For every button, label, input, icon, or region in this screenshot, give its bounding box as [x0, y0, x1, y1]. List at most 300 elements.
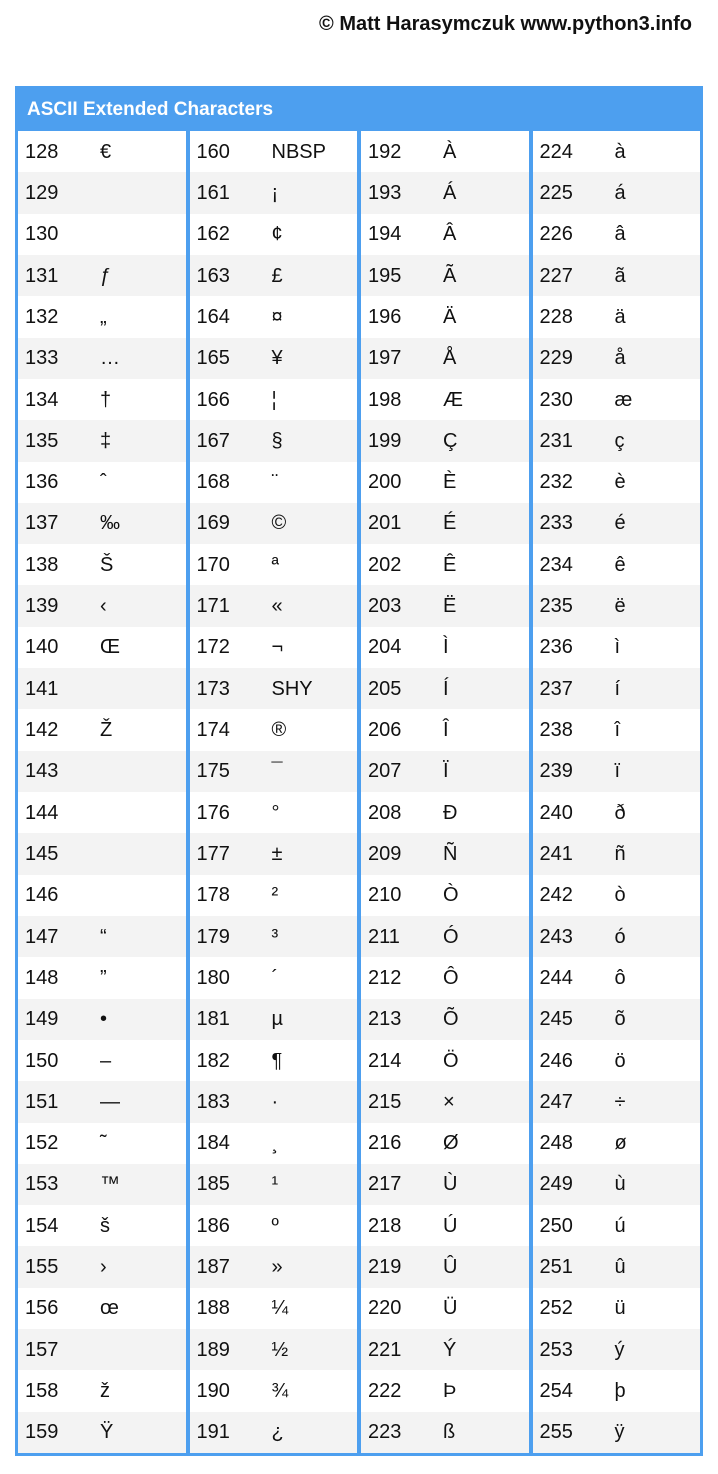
char-glyph: ³	[271, 925, 279, 948]
table-row	[361, 668, 529, 709]
char-code: 167	[196, 429, 230, 452]
char-glyph: ö	[614, 1049, 626, 1072]
char-glyph: £	[271, 264, 283, 287]
char-glyph: Þ	[443, 1380, 457, 1403]
table-row	[18, 792, 186, 833]
table-row	[533, 131, 701, 172]
char-code: 215	[368, 1090, 402, 1113]
char-glyph: ‡	[100, 429, 112, 452]
char-glyph: ÷	[614, 1090, 626, 1113]
table-row	[533, 1412, 701, 1453]
char-code: 171	[196, 595, 230, 618]
char-glyph: §	[271, 429, 283, 452]
char-glyph: º	[271, 1214, 279, 1237]
table-row	[18, 1205, 186, 1246]
char-code: 187	[196, 1256, 230, 1279]
char-code: 175	[196, 760, 230, 783]
char-glyph: Ô	[443, 966, 459, 989]
char-glyph: …	[100, 347, 120, 370]
char-code: 158	[25, 1380, 59, 1403]
table-row	[361, 1081, 529, 1122]
table-row	[18, 1370, 186, 1411]
char-code: 172	[196, 636, 230, 659]
char-code: 244	[539, 966, 573, 989]
table-row	[18, 1040, 186, 1081]
char-code: 253	[539, 1338, 573, 1361]
char-glyph: ²	[271, 884, 279, 907]
table-row	[190, 709, 358, 750]
table-row	[361, 751, 529, 792]
char-code: 226	[539, 223, 573, 246]
table-row	[190, 1123, 358, 1164]
table-column	[533, 131, 701, 1453]
table-row	[533, 1288, 701, 1329]
char-glyph: ¯	[271, 760, 283, 783]
table-row	[18, 875, 186, 916]
table-row	[18, 1412, 186, 1453]
char-code: 209	[368, 842, 402, 865]
char-code: 254	[539, 1380, 573, 1403]
char-glyph: ô	[614, 966, 626, 989]
table-row	[361, 214, 529, 255]
table-row	[18, 1329, 186, 1370]
char-glyph: ”	[100, 966, 107, 989]
table-row	[361, 916, 529, 957]
table-row	[361, 255, 529, 296]
char-code: 135	[25, 429, 59, 452]
table-row	[533, 585, 701, 626]
table-row	[361, 1246, 529, 1287]
char-glyph: ±	[271, 842, 283, 865]
char-glyph: †	[100, 388, 112, 411]
table-row	[533, 1205, 701, 1246]
table-row	[190, 296, 358, 337]
char-glyph: ¤	[271, 305, 283, 328]
char-code: 218	[368, 1214, 402, 1237]
char-code: 139	[25, 595, 59, 618]
table-row	[361, 420, 529, 461]
char-glyph: ¨	[271, 471, 279, 494]
table-row	[361, 1412, 529, 1453]
char-glyph: û	[614, 1256, 626, 1279]
char-code: 161	[196, 181, 230, 204]
char-glyph: Ý	[443, 1338, 457, 1361]
char-glyph: ì	[614, 636, 621, 659]
char-code: 238	[539, 719, 573, 742]
table-row	[190, 916, 358, 957]
char-code: 156	[25, 1297, 59, 1320]
char-glyph: ¡	[271, 181, 279, 204]
char-code: 249	[539, 1173, 573, 1196]
char-code: 132	[25, 305, 59, 328]
char-glyph: •	[100, 1008, 108, 1031]
char-glyph: €	[100, 140, 112, 163]
table-row	[18, 255, 186, 296]
char-glyph: NBSP	[271, 140, 326, 163]
char-code: 197	[368, 347, 402, 370]
char-glyph: Ö	[443, 1049, 459, 1072]
char-glyph: í	[614, 677, 621, 700]
char-glyph: É	[443, 512, 457, 535]
char-glyph: î	[614, 719, 621, 742]
table-row	[190, 875, 358, 916]
table-row	[533, 999, 701, 1040]
char-code: 189	[196, 1338, 230, 1361]
table-row	[361, 1205, 529, 1246]
char-glyph: å	[614, 347, 626, 370]
char-code: 130	[25, 223, 59, 246]
char-glyph: â	[614, 223, 626, 246]
char-code: 148	[25, 966, 59, 989]
table-row	[361, 627, 529, 668]
char-glyph: ™	[100, 1173, 120, 1196]
char-code: 255	[539, 1421, 573, 1444]
table-row	[190, 379, 358, 420]
char-code: 234	[539, 553, 573, 576]
table-row	[361, 544, 529, 585]
char-glyph: ð	[614, 801, 626, 824]
char-code: 225	[539, 181, 573, 204]
table-row	[190, 1246, 358, 1287]
table-row	[361, 296, 529, 337]
char-glyph: œ	[100, 1297, 119, 1320]
char-code: 239	[539, 760, 573, 783]
char-glyph: “	[100, 925, 107, 948]
char-glyph: ‰	[100, 512, 120, 535]
char-glyph: è	[614, 471, 626, 494]
char-glyph: Õ	[443, 1008, 459, 1031]
char-code: 207	[368, 760, 402, 783]
char-code: 202	[368, 553, 402, 576]
char-code: 170	[196, 553, 230, 576]
char-glyph: ´	[271, 966, 279, 989]
char-code: 176	[196, 801, 230, 824]
table-row	[361, 1288, 529, 1329]
table-row	[533, 544, 701, 585]
char-code: 185	[196, 1173, 230, 1196]
char-code: 145	[25, 842, 59, 865]
char-glyph: –	[100, 1049, 112, 1072]
char-code: 222	[368, 1380, 402, 1403]
char-glyph: «	[271, 595, 283, 618]
table-row	[533, 1081, 701, 1122]
char-code: 153	[25, 1173, 59, 1196]
table-row	[361, 379, 529, 420]
char-code: 240	[539, 801, 573, 824]
char-code: 236	[539, 636, 573, 659]
table-title: ASCII Extended Characters	[27, 99, 274, 120]
char-glyph: —	[100, 1090, 120, 1113]
char-glyph: ×	[443, 1090, 455, 1113]
copyright-text: © Matt Harasymczuk www.python3.info	[319, 13, 692, 35]
char-code: 242	[539, 884, 573, 907]
table-row	[190, 792, 358, 833]
char-code: 136	[25, 471, 59, 494]
char-glyph: ©	[271, 512, 287, 535]
table-row	[18, 668, 186, 709]
table-row	[18, 833, 186, 874]
table-row	[18, 1246, 186, 1287]
char-code: 141	[25, 677, 59, 700]
char-glyph: ã	[614, 264, 626, 287]
char-code: 183	[196, 1090, 230, 1113]
char-code: 166	[196, 388, 230, 411]
char-glyph: ½	[271, 1338, 289, 1361]
table-column	[190, 131, 358, 1453]
char-glyph: Ó	[443, 925, 459, 948]
table-row	[18, 585, 186, 626]
char-glyph: ¶	[271, 1049, 283, 1072]
char-code: 179	[196, 925, 230, 948]
char-code: 195	[368, 264, 402, 287]
char-code: 177	[196, 842, 230, 865]
char-code: 233	[539, 512, 573, 535]
char-code: 231	[539, 429, 573, 452]
char-code: 186	[196, 1214, 230, 1237]
char-glyph: ß	[443, 1421, 456, 1444]
char-code: 196	[368, 305, 402, 328]
char-code: 199	[368, 429, 402, 452]
table-row	[18, 1123, 186, 1164]
char-code: 163	[196, 264, 230, 287]
table-row	[190, 1412, 358, 1453]
char-glyph: ‹	[100, 595, 107, 618]
char-code: 173	[196, 677, 230, 700]
char-glyph: ¢	[271, 223, 283, 246]
char-glyph: ë	[614, 595, 626, 618]
char-code: 146	[25, 884, 59, 907]
table-row	[190, 214, 358, 255]
table-row	[361, 503, 529, 544]
char-glyph: ¬	[271, 636, 284, 659]
char-code: 204	[368, 636, 402, 659]
char-glyph: Š	[100, 553, 114, 576]
table-row	[361, 792, 529, 833]
char-glyph: ÿ	[614, 1421, 625, 1444]
char-code: 131	[25, 264, 59, 287]
char-glyph: Ž	[100, 719, 113, 742]
char-glyph: Ò	[443, 884, 459, 907]
char-code: 219	[368, 1256, 402, 1279]
char-code: 208	[368, 801, 402, 824]
char-glyph: Œ	[100, 636, 120, 659]
char-glyph: ý	[614, 1338, 625, 1361]
char-code: 162	[196, 223, 230, 246]
char-code: 212	[368, 966, 402, 989]
table-row	[190, 420, 358, 461]
char-code: 227	[539, 264, 573, 287]
char-glyph: ž	[100, 1380, 110, 1403]
table-row	[18, 379, 186, 420]
table-row	[190, 1370, 358, 1411]
table-grid	[18, 131, 700, 1453]
table-row	[18, 957, 186, 998]
char-code: 241	[539, 842, 573, 865]
char-code: 228	[539, 305, 573, 328]
table-row	[533, 462, 701, 503]
char-glyph: æ	[614, 388, 633, 411]
char-glyph: ›	[100, 1256, 107, 1279]
char-glyph: Æ	[443, 388, 463, 411]
table-row	[18, 296, 186, 337]
table-row	[533, 420, 701, 461]
char-glyph: Ç	[443, 429, 458, 452]
char-glyph: Ú	[443, 1214, 458, 1237]
table-row	[361, 172, 529, 213]
char-glyph: ·	[271, 1090, 279, 1113]
table-row	[190, 1081, 358, 1122]
table-row	[190, 503, 358, 544]
char-glyph: ¥	[271, 347, 283, 370]
table-row	[533, 833, 701, 874]
table-row	[533, 751, 701, 792]
char-code: 251	[539, 1256, 573, 1279]
char-glyph: á	[614, 181, 626, 204]
table-row	[361, 1370, 529, 1411]
table-row	[18, 709, 186, 750]
char-glyph: ó	[614, 925, 626, 948]
char-glyph: Ã	[443, 264, 457, 287]
char-code: 188	[196, 1297, 230, 1320]
char-glyph: ä	[614, 305, 626, 328]
table-row	[18, 1081, 186, 1122]
char-code: 203	[368, 595, 402, 618]
table-row	[533, 916, 701, 957]
char-code: 157	[25, 1338, 59, 1361]
table-row	[18, 1164, 186, 1205]
char-code: 182	[196, 1049, 230, 1072]
table-row	[361, 1040, 529, 1081]
table-row	[361, 833, 529, 874]
char-glyph: Ù	[443, 1173, 458, 1196]
char-glyph: SHY	[271, 677, 313, 700]
table-row	[18, 131, 186, 172]
char-code: 213	[368, 1008, 402, 1031]
char-code: 237	[539, 677, 573, 700]
char-code: 192	[368, 140, 402, 163]
table-row	[361, 1329, 529, 1370]
char-glyph: ¦	[271, 388, 277, 411]
char-code: 134	[25, 388, 59, 411]
char-glyph: š	[100, 1214, 110, 1237]
table-row	[533, 338, 701, 379]
table-row	[18, 462, 186, 503]
table-row	[533, 172, 701, 213]
table-row	[190, 668, 358, 709]
char-glyph: µ	[271, 1008, 284, 1031]
table-row	[361, 462, 529, 503]
char-glyph: ü	[614, 1297, 626, 1320]
char-code: 217	[368, 1173, 402, 1196]
char-glyph: Ä	[443, 305, 457, 328]
char-code: 165	[196, 347, 230, 370]
table-row	[533, 379, 701, 420]
char-code: 246	[539, 1049, 573, 1072]
char-code: 155	[25, 1256, 59, 1279]
table-row	[190, 1040, 358, 1081]
table-row	[190, 255, 358, 296]
char-code: 230	[539, 388, 573, 411]
char-code: 150	[25, 1049, 59, 1072]
table-row	[361, 1164, 529, 1205]
char-code: 221	[368, 1338, 402, 1361]
char-glyph: Ð	[443, 801, 458, 824]
char-code: 223	[368, 1421, 402, 1444]
table-row	[533, 214, 701, 255]
char-code: 174	[196, 719, 230, 742]
char-code: 243	[539, 925, 573, 948]
table-row	[18, 420, 186, 461]
char-code: 133	[25, 347, 59, 370]
table-row	[18, 172, 186, 213]
char-glyph: ñ	[614, 842, 626, 865]
char-code: 229	[539, 347, 573, 370]
char-code: 245	[539, 1008, 573, 1031]
char-code: 194	[368, 223, 402, 246]
char-glyph: þ	[614, 1380, 626, 1403]
char-code: 151	[25, 1090, 59, 1113]
table-row	[190, 462, 358, 503]
char-glyph: »	[271, 1256, 283, 1279]
char-glyph: ¿	[271, 1421, 284, 1444]
table-row	[361, 1123, 529, 1164]
char-code: 216	[368, 1132, 402, 1155]
char-glyph: Ì	[443, 636, 449, 659]
table-row	[533, 1329, 701, 1370]
table-row	[18, 1288, 186, 1329]
char-code: 169	[196, 512, 230, 535]
char-glyph: Î	[443, 719, 449, 742]
table-row	[190, 172, 358, 213]
char-glyph: Ÿ	[100, 1421, 114, 1444]
char-glyph: ù	[614, 1173, 626, 1196]
char-glyph: ª	[271, 553, 279, 576]
table-row	[361, 999, 529, 1040]
char-code: 193	[368, 181, 402, 204]
char-glyph: ˜	[100, 1132, 107, 1155]
table-row	[533, 668, 701, 709]
char-code: 137	[25, 512, 59, 535]
char-code: 232	[539, 471, 573, 494]
table-row	[361, 131, 529, 172]
char-code: 129	[25, 181, 59, 204]
char-code: 220	[368, 1297, 402, 1320]
char-code: 154	[25, 1214, 59, 1237]
table-row	[533, 709, 701, 750]
ascii-extended-table	[15, 86, 703, 1456]
char-code: 206	[368, 719, 402, 742]
char-glyph: À	[443, 140, 457, 163]
char-glyph: ç	[614, 429, 625, 452]
table-row	[18, 627, 186, 668]
char-glyph: „	[100, 305, 107, 328]
table-row	[18, 544, 186, 585]
char-code: 142	[25, 719, 59, 742]
table-row	[533, 296, 701, 337]
table-row	[190, 627, 358, 668]
table-row	[190, 131, 358, 172]
char-code: 159	[25, 1421, 59, 1444]
char-glyph: Ë	[443, 595, 457, 618]
char-glyph: ê	[614, 553, 626, 576]
char-glyph: ®	[271, 719, 287, 742]
table-row	[361, 585, 529, 626]
table-row	[190, 1164, 358, 1205]
table-row	[190, 544, 358, 585]
char-code: 164	[196, 305, 230, 328]
char-code: 214	[368, 1049, 402, 1072]
table-row	[190, 833, 358, 874]
